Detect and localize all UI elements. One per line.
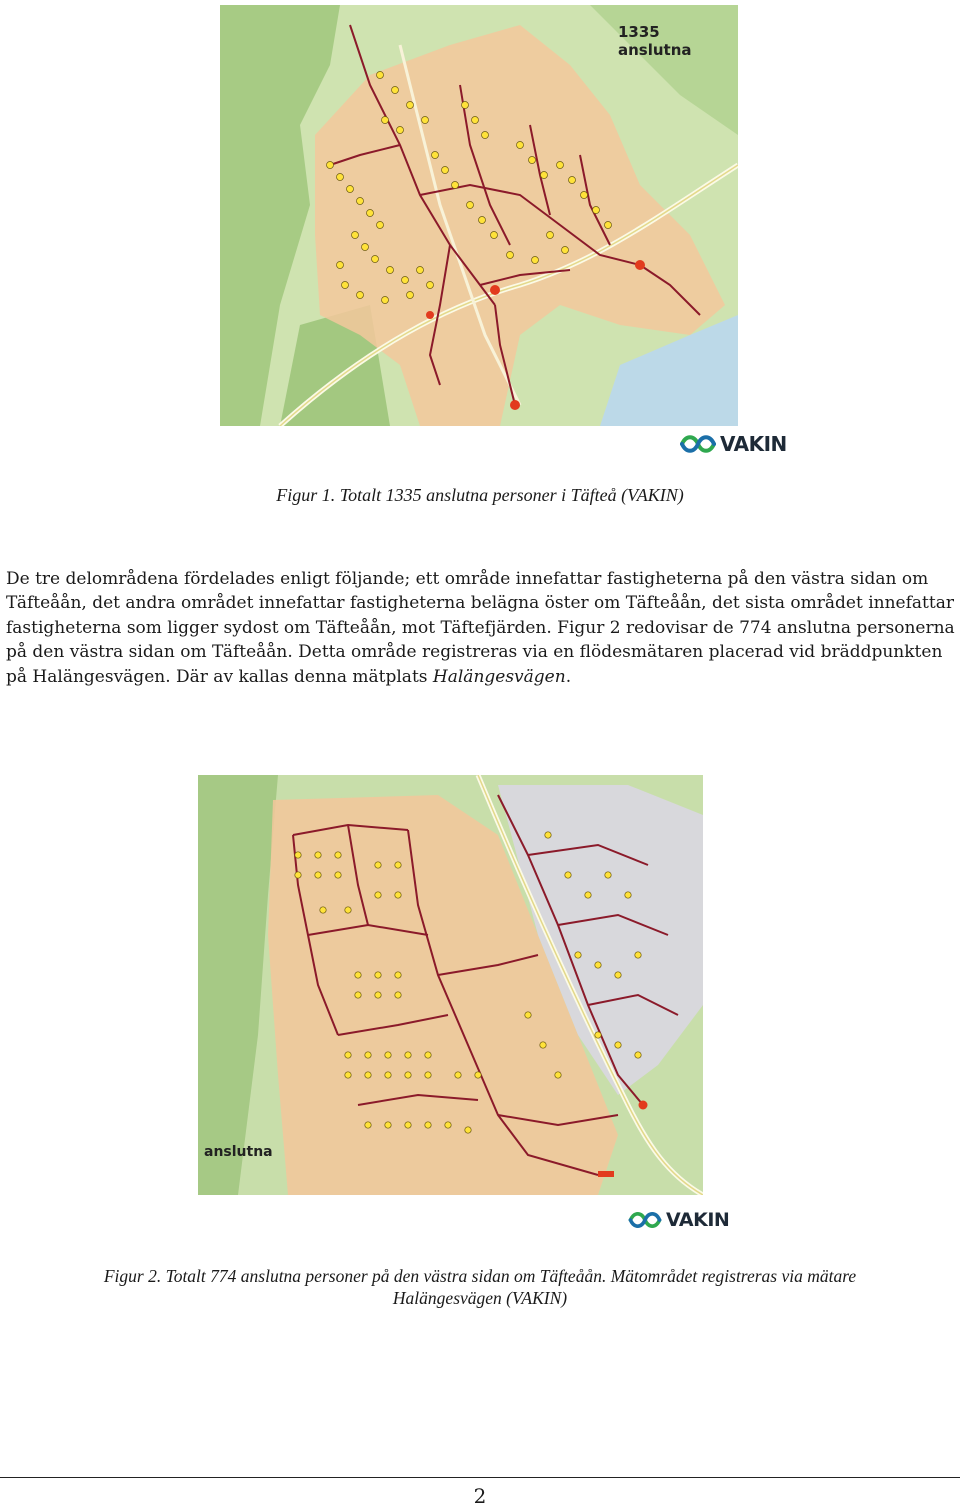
figure-2-caption-line-1: Figur 2. Totalt 774 anslutna personer på den västra sidan om Täfteåån. Mätområdet registreras via mätare bbox=[103, 1266, 857, 1286]
figure-2-caption bbox=[0, 1265, 960, 1309]
figure-1-map-label: 1335 anslutna bbox=[618, 23, 692, 59]
figure-1-caption: Figur 1. Totalt 1335 anslutna personer i Täfteå (VAKIN) bbox=[276, 485, 684, 505]
body-paragraph-text: De tre delområdena fördelades enligt följande; ett område innefattar fastigheterna på den västra sidan om Täfteåån, det andra området innefattar fastigheterna belägna öster om Täfteåån, det sista området innefattar fastigheterna som ligger sydost om Täfteåån, mot Täftefjärden. Figur 2 redovisar de 774 anslutna personerna på den västra sidan om Täfteåån. Detta område registreras via en flödesmätaren placerad vid bräddpunkten på Halängesvägen. Där av kallas denna mätplats bbox=[6, 569, 955, 687]
figure-2-map bbox=[198, 775, 703, 1195]
figure-1-logo-text: VAKIN bbox=[720, 432, 787, 456]
figure-2-map-graphic bbox=[198, 775, 703, 1195]
body-paragraph-italic: Halängesvägen bbox=[432, 666, 566, 687]
body-paragraph-end: . bbox=[565, 666, 572, 687]
figure-2-map-label: anslutna bbox=[204, 1144, 273, 1160]
footer-divider bbox=[0, 1477, 960, 1478]
figure-1-vakin-logo bbox=[680, 432, 787, 456]
vakin-logo-icon bbox=[680, 433, 716, 455]
figure-2-caption-line-2: Halängesvägen (VAKIN) bbox=[392, 1288, 568, 1308]
body-paragraph bbox=[6, 567, 956, 689]
page-number: 2 bbox=[473, 1484, 487, 1508]
vakin-logo-icon bbox=[628, 1210, 662, 1230]
figure-1-map-graphic bbox=[220, 5, 738, 426]
figure-2-vakin-logo bbox=[628, 1209, 729, 1231]
figure-2-logo-text: VAKIN bbox=[666, 1209, 730, 1231]
figure-1-map bbox=[220, 5, 738, 426]
